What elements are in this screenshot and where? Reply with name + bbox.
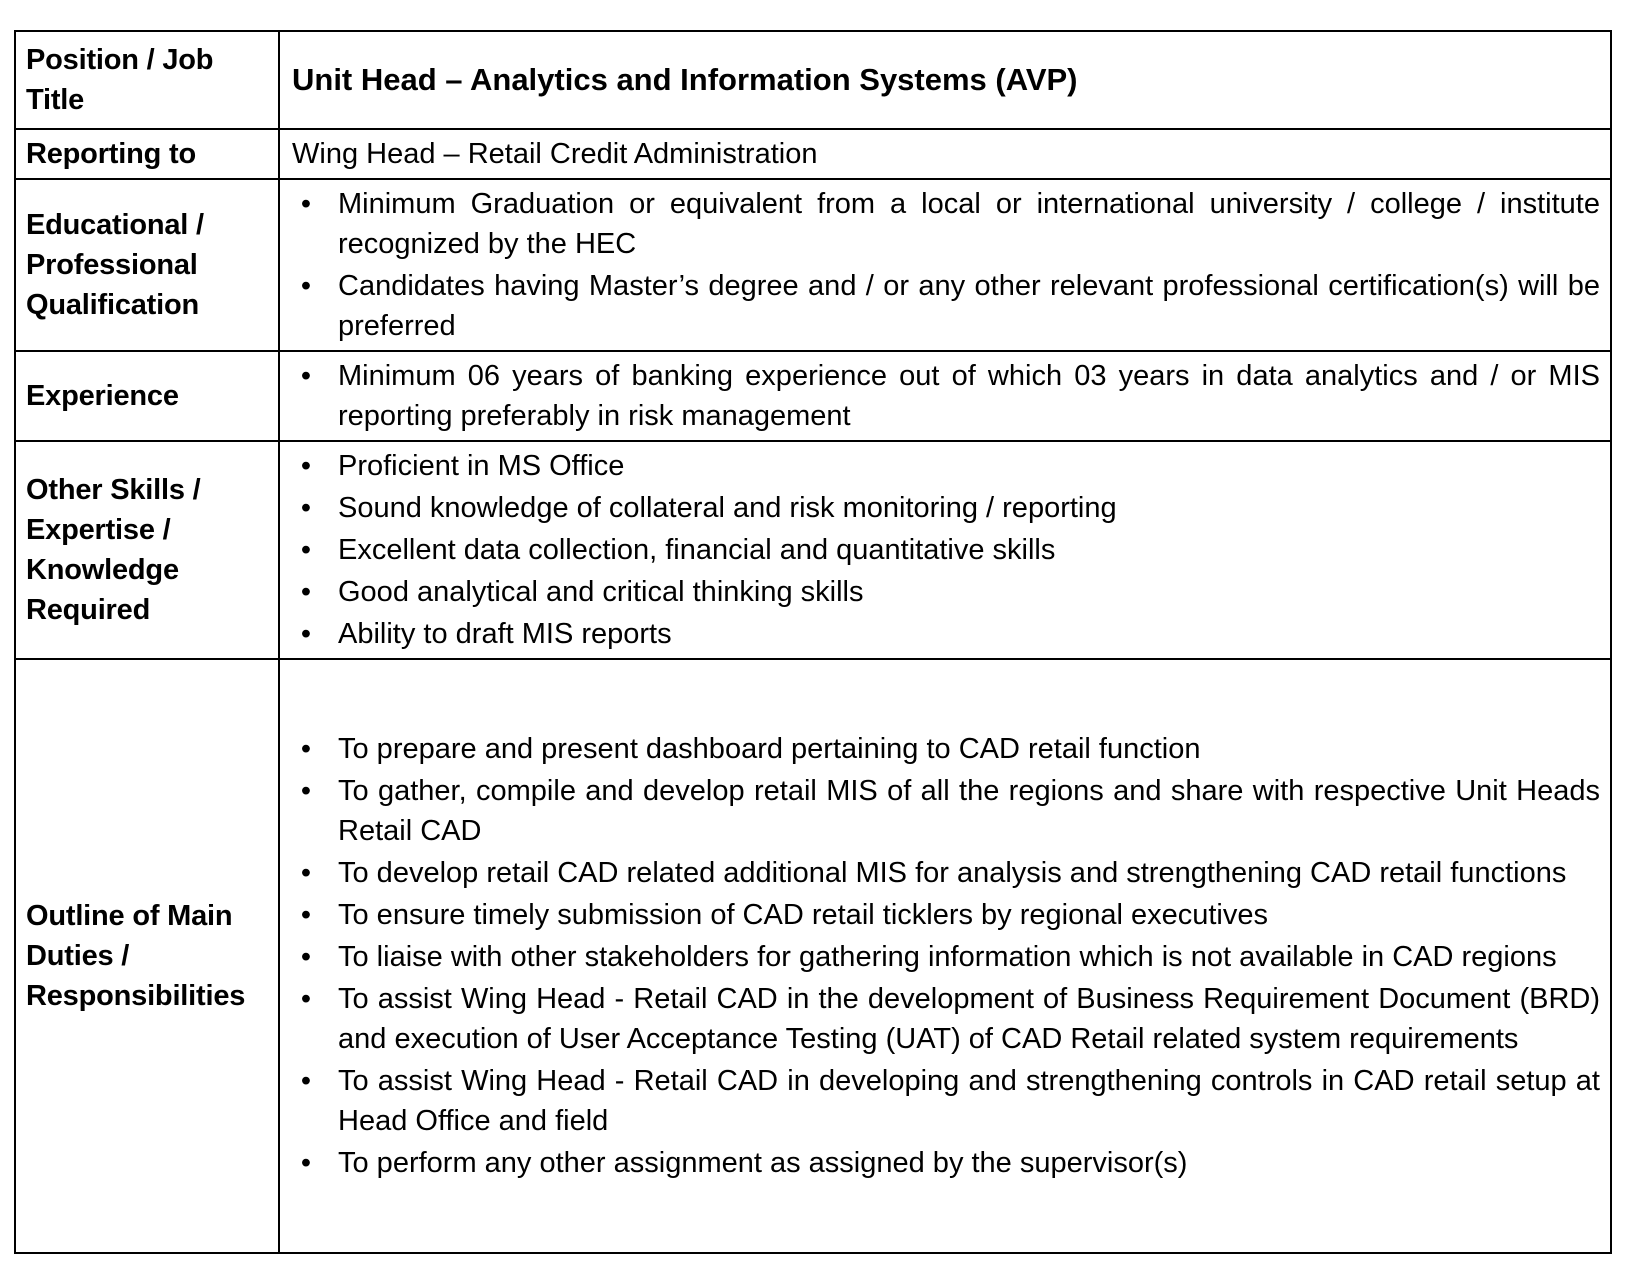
row-qualification [15,179,1611,351]
list-item: • To develop retail CAD related additional MIS for analysis and strengthening CAD retail functions [290,853,1600,893]
bullet-icon: • [300,450,312,482]
bullet-icon: • [300,899,312,931]
bullet-icon: • [300,1147,312,1179]
label-experience: Experience [15,351,279,441]
label-reporting: Reporting to [15,129,279,179]
qualification-list [290,184,1600,346]
value-qualification [279,179,1611,351]
bullet-icon: • [300,618,312,650]
list-item: • Proficient in MS Office [290,446,1600,486]
label-skills [15,441,279,659]
list-item: • To assist Wing Head - Retail CAD in the development of Business Requirement Document (BRD) and execution of User Acceptance Testing (UAT) of CAD Retail related system requirements [290,979,1600,1059]
label-duties: Outline of Main Duties / Responsibilities [15,659,279,1253]
bullet-icon: • [300,941,312,973]
list-item: • To liaise with other stakeholders for gathering information which is not available in CAD regions [290,937,1600,977]
list-item: • To gather, compile and develop retail MIS of all the regions and share with respective Unit Heads Retail CAD [290,771,1600,851]
value-duties [279,659,1611,1253]
bullet-icon: • [300,534,312,566]
bullet-icon: • [300,270,312,302]
list-item: • To perform any other assignment as assigned by the supervisor(s) [290,1143,1600,1183]
label-skills-text: Other Skills / Expertise / Knowledge Required [26,474,201,626]
bullet-icon: • [300,360,312,392]
bullet-icon: • [300,1065,312,1097]
list-item: • Minimum Graduation or equivalent from a local or international university / college / institute recognized by the HEC [290,184,1600,264]
bullet-icon: • [300,188,312,220]
bullet-icon: • [300,576,312,608]
row-duties [15,659,1611,1253]
value-skills [279,441,1611,659]
list-item: • Sound knowledge of collateral and risk monitoring / reporting [290,488,1600,528]
list-item: • Ability to draft MIS reports [290,614,1600,654]
value-job-title: Unit Head – Analytics and Information Systems (AVP) [279,31,1611,129]
job-description-table [14,30,1612,1254]
list-item: • To assist Wing Head - Retail CAD in developing and strengthening controls in CAD retail setup at Head Office and field [290,1061,1600,1141]
label-qualification [15,179,279,351]
bullet-icon: • [300,775,312,807]
bullet-icon: • [300,983,312,1015]
bullet-icon: • [300,733,312,765]
list-item: • Excellent data collection, financial and quantitative skills [290,530,1600,570]
list-item: • Candidates having Master’s degree and / or any other relevant professional certification(s) will be preferred [290,266,1600,346]
experience-list [290,356,1600,436]
label-position-text: Position / Job Title [26,44,214,116]
list-item: • To prepare and present dashboard pertaining to CAD retail function [290,729,1600,769]
value-experience [279,351,1611,441]
row-position [15,31,1611,129]
list-item: • To ensure timely submission of CAD retail ticklers by regional executives [290,895,1600,935]
list-item: • Good analytical and critical thinking skills [290,572,1600,612]
row-experience [15,351,1611,441]
bullet-icon: • [300,492,312,524]
value-reporting-to: Wing Head – Retail Credit Administration [279,129,1611,179]
bullet-icon: • [300,857,312,889]
list-item: • Minimum 06 years of banking experience out of which 03 years in data analytics and / or MIS reporting preferably in risk management [290,356,1600,436]
label-position [15,31,279,129]
label-qualification-text: Educational / Professional Qualification [26,209,204,321]
row-reporting [15,129,1611,179]
row-skills [15,441,1611,659]
duties-list [290,729,1600,1183]
skills-list [290,446,1600,654]
